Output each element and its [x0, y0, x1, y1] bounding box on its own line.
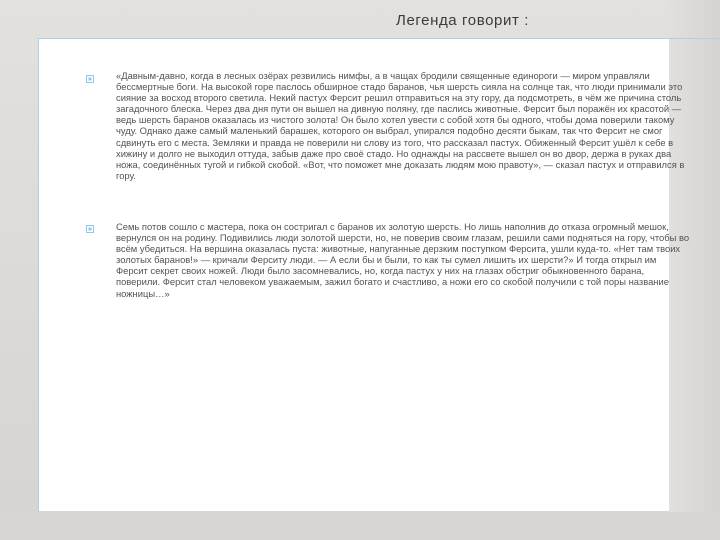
slide-title: Легенда говорит :: [396, 12, 529, 29]
bullet-marker-icon: [86, 225, 94, 233]
legend-paragraph-2: Семь потов сошло с мастера, пока он состригал с баранов их золотую шерсть. Но лишь наполнив до отказа огромный мешок, вернулся он на родину. Подивились люди золотой шерсти, но, не поверив своим глазам, решили сами подняться на гору, чтобы во всём убедиться. На вершина оказалась пуста: животные, напуганные дерзким поступком Ферсита, ушли куда-то. «Нет там твоих золотых баранов!» — кричали Ферситу люди. — А если бы и были, то как ты сумел лишить их шерсти?» И тогда открыл им Ферсит секрет своих ножей. Люди было засомневались, но, когда пастух у них на глазах обстриг обыкновенного барана, поверили. Ферсит стал человеком уважаемым, зажил богато и счастливо, а ножи его со скобой получили с той поры название ножницы…»: [116, 221, 690, 299]
legend-paragraph-1: «Давным-давно, когда в лесных озёрах резвились нимфы, а в чащах бродили священные единороги — миром управляли бессмертные боги. На высокой горе паслось обширное стадо баранов, чья шерсть сияла на солнце так, что люди принимали это сияние за восход второго светила. Некий пастух Ферсит решил отправиться на эту гору, да подсмотреть, в чём же причина столь загадочного блеска. Через два дня пути он вышел на дивную поляну, где паслись животные. Ферсит был поражён их красотой — ведь шерсть баранов оказалась из чистого золота! Он было хотел увести с собой хотя бы одного, чтобы дома поверили такому чуду. Однако даже самый маленький барашек, которого он выбрал, упирался подобно десяти быкам, так что Ферсит не смог сдвинуть его с места. Земляки и правда не поверили ни слову из того, что рассказал пастух. Обиженный Ферсит ушёл к себе в хижину и долго не выходил оттуда, забыв даже про своё стадо. Но однажды на рассвете вышел он во двор, держа в руках два ножа, соединённых тугой и гибкой скобой. «Вот, что поможет мне доказать людям мою правоту», — сказал пастух и отправился в гору.: [116, 70, 685, 181]
panel-top-rule: [38, 38, 720, 39]
panel-left-rule: [38, 38, 39, 512]
bullet-marker-icon: [86, 75, 94, 83]
bottom-decorative-strip: [0, 512, 720, 540]
